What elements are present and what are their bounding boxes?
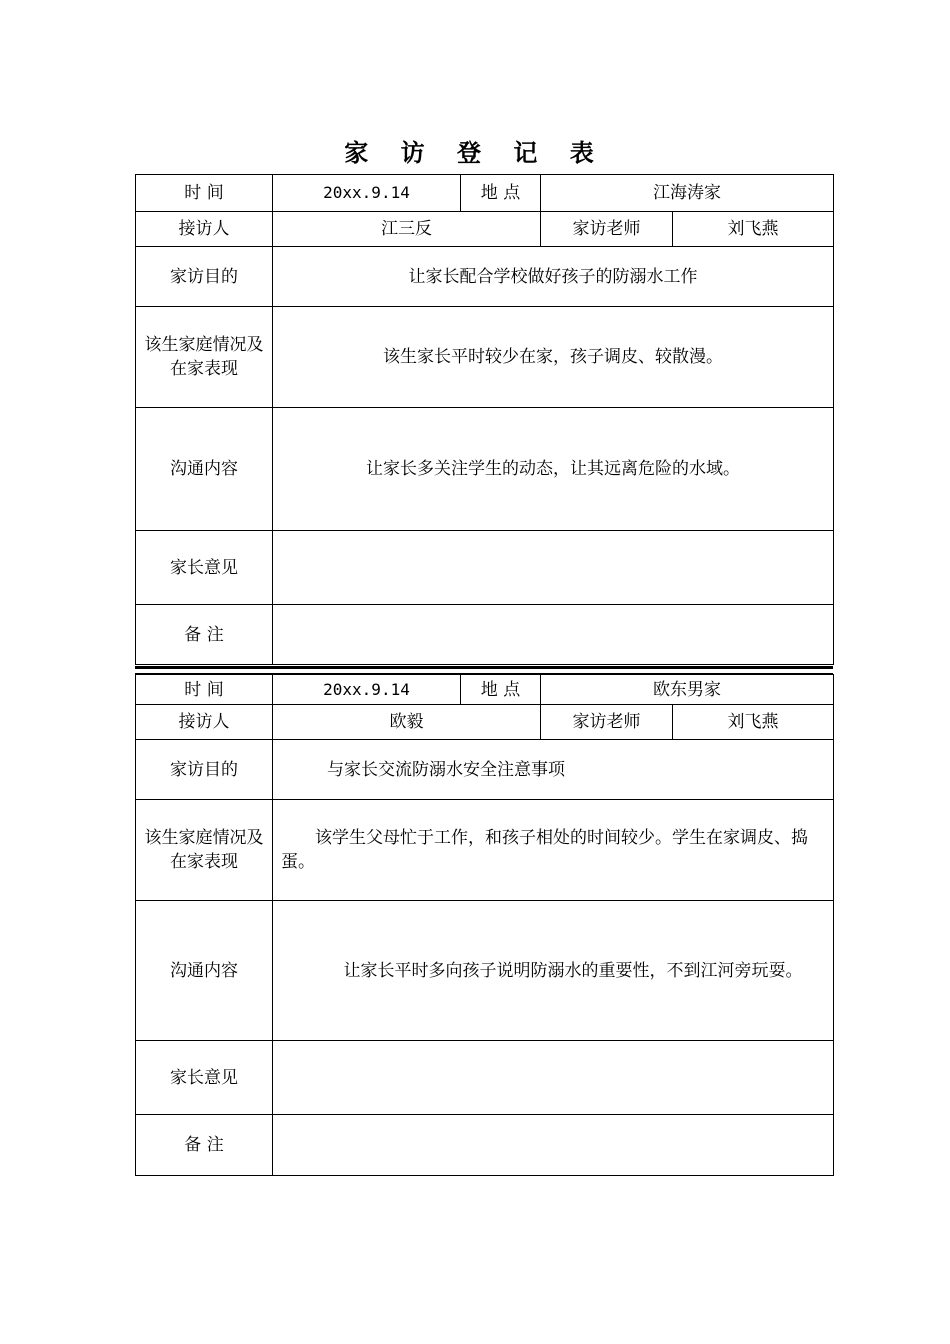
visitee-value: 江三反 [273, 212, 541, 247]
time-value: 20xx.9.14 [273, 175, 461, 212]
visit-record-table-2 [135, 674, 834, 1176]
place-label: 地 点 [461, 175, 541, 212]
parent-opinion-value [273, 1041, 834, 1115]
family-value: 该学生父母忙于工作，和孩子相处的时间较少。学生在家调皮、捣蛋。 [273, 800, 834, 901]
page-title: 家 访 登 记 表 [344, 139, 606, 167]
place-value: 江海涛家 [541, 175, 834, 212]
purpose-value: 与家长交流防溺水安全注意事项 [273, 740, 834, 800]
family-value: 该生家长平时较少在家，孩子调皮、较散漫。 [273, 307, 834, 408]
communication-label: 沟通内容 [136, 901, 273, 1041]
teacher-label: 家访老师 [541, 212, 673, 247]
parent-opinion-label: 家长意见 [136, 531, 273, 605]
remarks-value [273, 605, 834, 665]
teacher-value: 刘飞燕 [673, 705, 834, 740]
communication-value: 让家长多关注学生的动态，让其远离危险的水域。 [273, 408, 834, 531]
visitee-value: 欧毅 [273, 705, 541, 740]
teacher-label: 家访老师 [541, 705, 673, 740]
communication-value: 让家长平时多向孩子说明防溺水的重要性，不到江河旁玩耍。 [273, 901, 834, 1041]
visit-record-table-1 [135, 174, 834, 665]
visitee-label: 接访人 [136, 705, 273, 740]
remarks-label: 备 注 [136, 1115, 273, 1176]
visitee-label: 接访人 [136, 212, 273, 247]
purpose-label: 家访目的 [136, 740, 273, 800]
purpose-value: 让家长配合学校做好孩子的防溺水工作 [273, 247, 834, 307]
purpose-label: 家访目的 [136, 247, 273, 307]
place-value: 欧东男家 [541, 675, 834, 705]
communication-label: 沟通内容 [136, 408, 273, 531]
time-value: 20xx.9.14 [273, 675, 461, 705]
time-label: 时 间 [136, 175, 273, 212]
section-divider [135, 666, 833, 669]
family-label: 该生家庭情况及在家表现 [136, 800, 273, 901]
parent-opinion-value [273, 531, 834, 605]
parent-opinion-label: 家长意见 [136, 1041, 273, 1115]
place-label: 地 点 [461, 675, 541, 705]
teacher-value: 刘飞燕 [673, 212, 834, 247]
time-label: 时 间 [136, 675, 273, 705]
family-label: 该生家庭情况及在家表现 [136, 307, 273, 408]
remarks-label: 备 注 [136, 605, 273, 665]
remarks-value [273, 1115, 834, 1176]
